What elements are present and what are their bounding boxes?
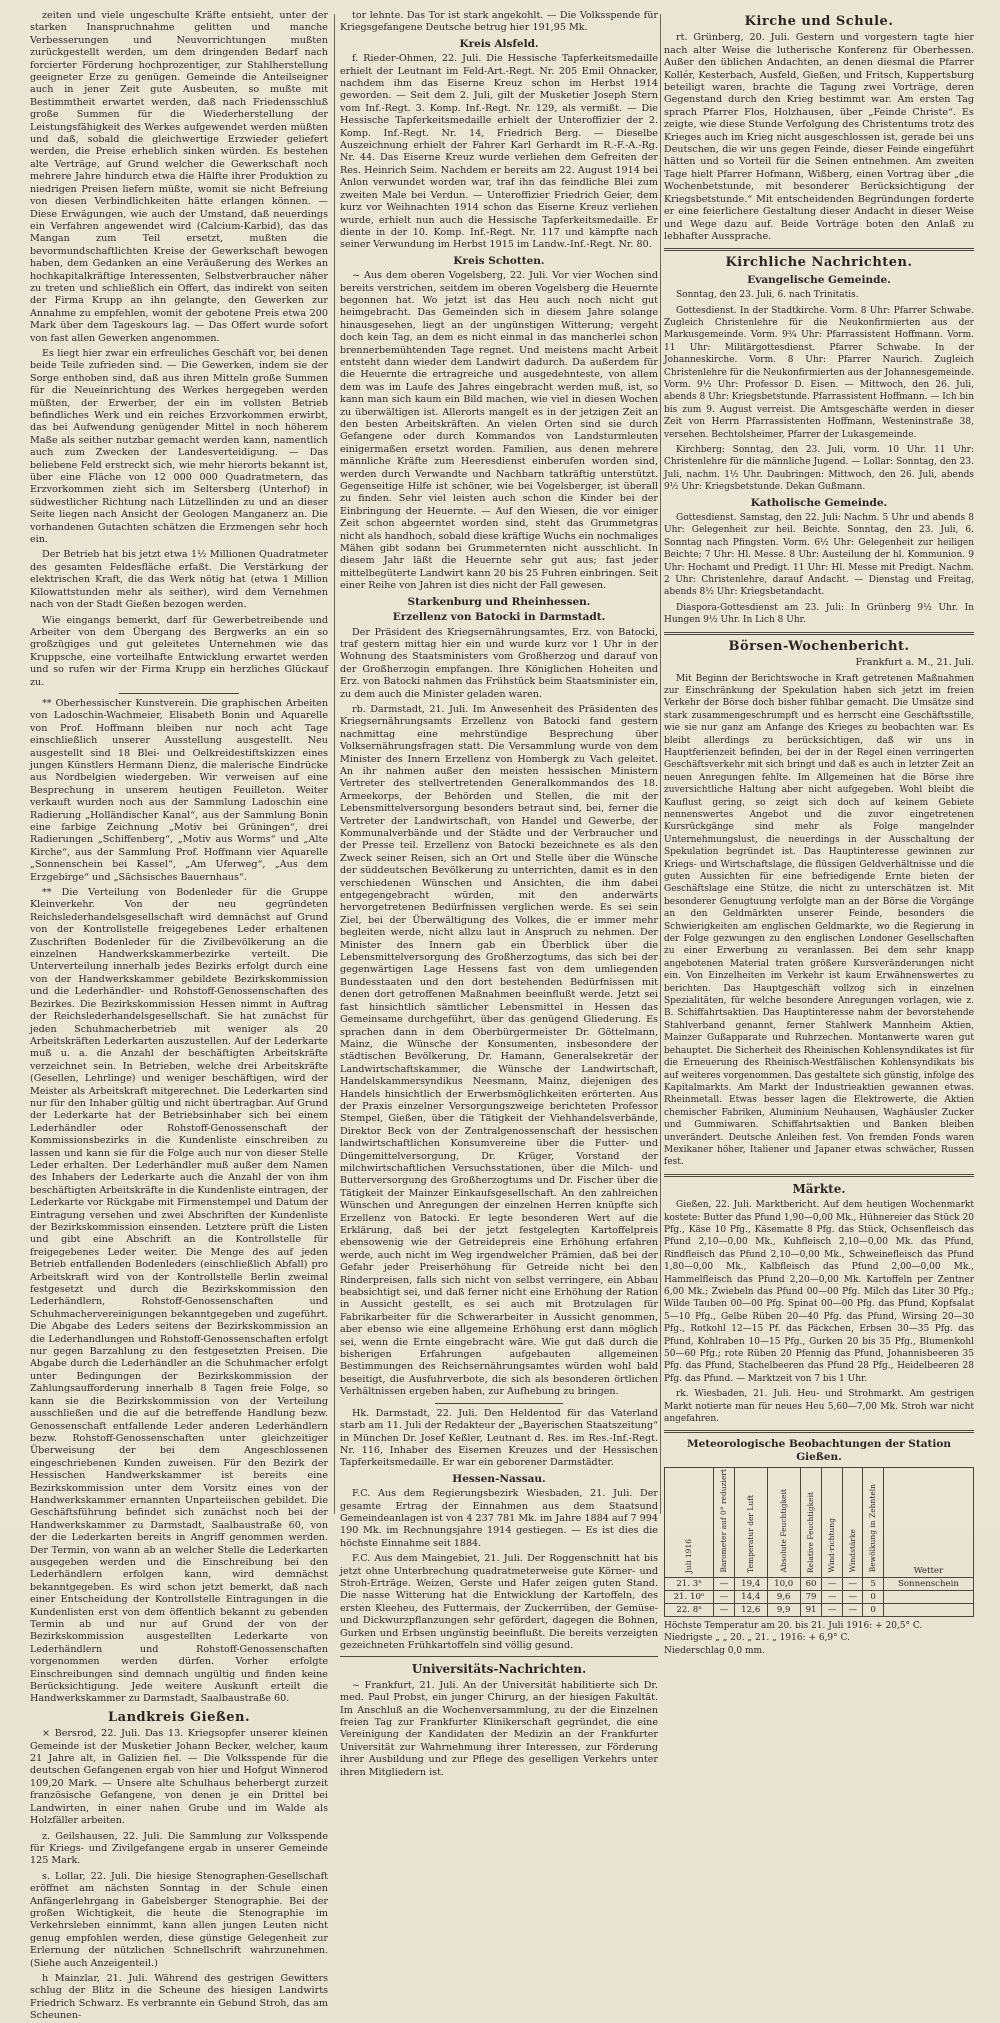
section-heading: Börsen-Wochenbericht. [728, 638, 910, 654]
news-item: f. Rieder-Ohmen, 22. Juli. Die Hessische Tapferkeitsmedaille erhielt der Leutnant im Feld-Art.-Regt. Nr. 205 Emil Ohnacker, nachdem ihm das Eiserne Kreuz schon im Herbst 1914 geworden. — Seit dem 2. Juli, gilt der Musketier Joseph Stern vom Inf.-Regt. 3. Komp. Inf.-Regt. Nr. 129, als vermißt. — Die Hessische Tapferkeitsmedaille erhielt der Unteroffizier der 2. Komp. Inf.-Regt. Nr. 14, Friedrich Berg. — Dieselbe Auszeichnung erhielt der Fahrer Karl Gerhardt im R.-F.-A.-Rg. Nr. 44. Das Eiserne Kreuz wurde verliehen dem Gefreiten der Res. Heinrich Seim. Nachdem er bereits am 22. August 1914 bei Anlon verwundet worden war, traf ihn das feindliche Blei zum zweiten Male bei Verdun. — Unteroffizier Friedrich Geier, dem kurz vor Weihnachten 1914 schon das Eiserne Kreuz verliehen wurde, erhielt nun auch die Hessische Tapferkeitsmedaille. Er diente in der 10. Komp. Inf.-Regt. Nr. 117 und kämpfte nach seiner Verwundung im Herbst 1915 im Landw.-Inf.-Regt. Nr. 80. [340, 53, 658, 251]
column-1 [30, 10, 328, 2022]
weather-footer-line: Niedrigste „ „ 20. „ 21. „ 1916: + 6,9° C. [664, 1633, 850, 1644]
divider [664, 632, 974, 635]
section-heading: Kirche und Schule. [744, 14, 894, 29]
weather-footer [664, 1620, 974, 1657]
church-notice: Sonntag, den 23. Juli, 6. nach Trinitatis. [676, 290, 859, 301]
divider [664, 1174, 974, 1177]
section-heading: Universitäts-Nachrichten. [411, 1662, 587, 1677]
church-notice: Diaspora-Gottesdienst am 23. Juli: In Grünberg 9½ Uhr. In Hungen 9½ Uhr. In Lich 8 Uhr. [664, 602, 974, 626]
weather-table-title: Meteorologische Beobachtungen der Station Gießen. [686, 1438, 952, 1463]
news-item: rt. Grünberg, 20. Juli. Gestern und vorgestern tagte hier nach alter Weise die lutherische Konferenz für Oberhessen. Außer den üblichen Andachten, an denen diesmal die Pfarrer Kollér, Kesterbach, Ausfeld, Gießen, und Fritsch, Kuppertsburg beteiligt waren, brachte die Tagung zwei Vorträge, deren Gegenstand durch den Krieg bestimmt war. Am ersten Tag sprach Pfarrer Flos, Holzhausen, über „Feinde Christe“. Es zeigte, wie diese Stunde Verfolgung des Christentums trotz des Krieges auch im Krieg nicht ausgeschlossen ist, gerade bei uns Deutschen, die wir uns gegen Feinde, dieser Feinde eingeführt hätten und so Vorteil für die Seinen entnehmen. Am zweiten Tage hielt Pfarrer Hofmann, Wißberg, einen Vortrag über „die Wochenbetstunde, mit besonderer Berücksichtigung der Kriegsbetstunde.“ Mit entscheidenden Begründungen forderte er eine feierlichere Gestaltung dieser Andacht in dieser Weise und Wege dazu auf. Beide Vorträge boten den Anlaß zu lebhafter Aussprache. [664, 32, 974, 242]
section-heading: Landkreis Gießen. [108, 1709, 250, 1725]
table-header: Wetter [883, 1468, 973, 1577]
krupp-article-paragraph: Wie eingangs bemerkt, darf für Gewerbetreibende und Arbeiter von dem Übergang des Bergwerks an ein so großzügiges und gut geleitetes Unternehmen wie das Kruppsche, eine vorteilhafte Entwicklung erwartet werden und so rufen wir der Firma Krupp ein herzliches Glückauf zu. [30, 614, 328, 688]
news-item: ~ Aus dem oberen Vogelsberg, 22. Juli. Vor vier Wochen sind bereits verstrichen, seitdem im oberen Vogelsberg die Heuernte begonnen hat. Wo jetzt ist das Heu auch noch nicht gut heimgebracht. Das Gemeinden sich in diesem Jahre solange hinausgesehen, liegt an der ungünstigen Witterung; vergeht doch kein Tag, an dem es nicht einmal in das mancherlei schon brennerbemühtenden Tage regnet. Und meistens macht Arbeit entsteht dann wieder dem Landwirt dadurch. Da außerdem für die Heuernte die ertragreiche und ausgedehnteste, von allem dem was im Laufe des Jahres eingebracht werden muß, ist, so kann man sich kaum ein Bild machen, wie viel in diesen Wochen zu überwältigen ist. Allerorts mangelt es in der jetzigen Zeit an den besten Arbeitskräften. An vielen Orten sind sie durch Gefangene oder durch Kommandos von Landsturmleuten einigermaßen ersetzt worden. Familien, aus denen mehrere männliche Kräfte zum Heeresdienst einberufen worden sind, werden durch Verwandte und Nachbarn tatkräftig unterstützt. Gegenseitige Hilfe ist schöner, wie bei Vogelsberger, ist überall zu finden. Sehr viel leisten auch schon die Kinder bei der Einbringung der Heuernte. — Auf den Wiesen, die vor einiger Zeit schon abgeerntet worden sind, steht das Grummetgras nicht als handhoch, sobald diese kräftige Wuchs ein nochmaliges Mähen gibt sodann bei Grummeternten nicht ausschlicht. In diesem Jahr läßt die Heuernte sehr gut aus; fast jeder mittelbegüterte Landwirt kann 20 bis 25 Fuhren einbringen. Seit einer Reihe von Jahren ist dies nicht der Fall gewesen. [340, 270, 658, 592]
table-header: Wind-richtung [822, 1468, 842, 1577]
market-report: Gießen, 22. Juli. Marktbericht. Auf dem heutigen Wochenmarkt kostete: Butter das Pfund 1,90—0,00 Mk., Hühnereier das Stück 20 Pfg., Käse 10 Pfg., Käsematte 8 Pfg. das Stück, Ochsenfleisch das Pfund 2,10—0,00 Mk., Kuhfleisch 2,10—0,00 Mk. das Pfund, Rindfleisch das Pfund 2,10—0,00 Mk., Schweinefleisch das Pfund 1,80—0,00 Mk., Kalbfleisch das Pfund 2,00—0,00 Mk., Hammelfleisch das Pfund 2,20—0,00 Mk. Kartoffeln per Zentner 6,00 Mk.; Zwiebeln das Pfund 00—00 Pfg. Milch das Liter 30 Pfg.; Wilde Tauben 00—00 Pfg. Spinat 00—00 Pfg. das Pfund, Kopfsalat 5—10 Pfg., Gelbe Rüben 20—40 Pfg. das Pfund, Wirsing 20—30 Pfg., Rotkohl 12—15 Pf. das Päckchen, Erbsen 30—35 Pfg. das Pfund, Kohlraben 10—15 Pfg., Gurken 20 bis 35 Pfg., Blumenkohl 50—60 Pfg.; rote Rüben 20 Pfennig das Pfund, Johannisbeeren 35 Pfg. das Pfund, Stachelbeeren das Pfund 28 Pfg., Heidelbeeren 28 Pfg. das Pfund. — Marktzeit von 7 bis 1 Uhr. [664, 1200, 974, 1384]
table-header: Barometer auf 0° reduziert [714, 1468, 734, 1577]
section-heading: Hessen-Nassau. [452, 1472, 546, 1485]
table-row: 21. 10ⁿ — 14,4 9,6 79 — — 0 [665, 1590, 974, 1603]
divider [119, 693, 238, 694]
local-news-item: × Bersrod, 22. Juli. Das 13. Kriegsopfer unserer kleinen Gemeinde ist der Musketier Johann Becker, welcher, kaum 21 Jahre alt, in Galizien fiel. — Die Volksspende für die deutschen Gefangenen ergab von hier und Hofgut Winnerod 109,20 Mark. — Unsere alte Schulhaus beherbergt zurzeit französische Gefangene, von denen je ein Drittel bei Landwirten, in einer nahen Grube und im Walde als Holzfäller arbeiten. [30, 1728, 328, 1827]
market-report: Mit Beginn der Berichtswoche in Kraft getretenen Maßnahmen zur Einschränkung der Spekulation haben sich jetzt im freien Verkehr der Börse doch bisher fühlbar gemacht. Die Umsätze sind stark zusammengeschrumpft und es herrscht eine Geschäftsstille, wie sie nur ganz am Anfange des Krieges zu beobachten war. Es bleibt allerdings zu berücksichtigen, daß wir uns in Hauptferienzeit befinden, bei der in der Regel einen verringerten Geschäftsverkehr mit sich bringt und daß es auch in letzter Zeit an neuen Anregungen fehlte. Im Allgemeinen hat die Börse ihre zuversichtliche Haltung aber nicht aufgegeben. Wohl bleibt die Kauflust gering, so zeigt sich doch auf keinem Gebiete nennenswertes Angebot und die zuvor eingetretenen Kursrückgänge sind mehr als Folge mangelnder Unternehmungslust, die neuerdings in der Ausschaltung der Spekulation begründet ist. Das Hauptinteresse gewinnen zur Kriegs- und Wirtschaftslage, die flüssigen Geldverhältnisse und die guten Aussichten für eine befriedigende Ernte bieten der Geschäftslage eine Stütze, die nicht zu unterschätzen ist. Mit besonderer Genugtuung verfolgte man an der Börse die Vorgänge an den Geldmärkten unserer Feinde, besonders die Schwierigkeiten am englischen Geldmarkte, wo die Regierung in der Folge gezwungen zu den englischen Londoner Gesellschaften zu einer Erwerbung zu veranlassen. Bei dem sehr knapp angebotenen Material traten größere Kursveränderungen nicht ein. Von Einzelheiten im Verkehr ist kaum Erwähnenswertes zu berichten. Das Hauptgeschäft vollzog sich in einzelnen Spezialitäten, für welche besondere Anregungen vorlagen, wie z. B. Schiffahrtsaktien. Das Hauptinteresse nahm der bevorstehende Stahlverband genannt, ferner Stahlwerk Mannheim Aktien, Mainzer Gußapparate und Ruhrzechen. Montanwerte waren gut behauptet. Die Sicherheit des Rheinischen Kohlensyndikates ist für die Erneuerung des Rheinisch-Westfälischen Kohlensyndikats bis auf weiteres vorgenommen. Das gestaltete sich günstig, infolge des Kapitalmarkts. Am Markt der Industrieaktien gewannen etwas. Rheinmetall. Etwas besser lagen die Elektrowerte, die Aktien chemischer Fabriken, Aluminium Neuhausen, Waghäusler Zucker und Gummiwaren. Schiffahrtsaktien und Banken bleiben unverändert. Deutsche Anleihen fest. Von fremden Fonds waren Mexikaner höher, Italiener und Japaner etwas schwächer, Russen fest. [664, 673, 974, 1168]
church-notice: Gottesdienst. Samstag, den 22. Juli: Nachm. 5 Uhr und abends 8 Uhr: Gelegenheit zur heil. Beichte. Sonntag, den 23. Juli, 6. Sonntag nach Pfingsten. Vorm. 6½ Uhr: Gelegenheit zur heiligen Beichte; 7 Uhr: Hl. Messe. 8 Uhr: Austeilung der hl. Kommunion. 9 Uhr: Hochamt und Predigt. 11 Uhr: Hl. Messe mit Predigt. Nachm. 2 Uhr: Christenlehre, darauf Andacht. — Dienstag und Freitag, abends 8½ Uhr: Kriegsbetandacht. [664, 513, 974, 598]
table-header: Bewölkung in Zehnteln [863, 1468, 883, 1577]
section-heading: Starkenburg und Rheinhessen. [407, 595, 591, 608]
bodenleder-article: ** Die Verteilung von Bodenleder für die Gruppe Kleinverkehr. Von der neu gegründeten Reichslederhandelsgesellschaft wird demnächst auf Grund von der Kontrollstelle freigegebenes Leder erhaltenen Zuschriften Bodenleder für die Zivilbevölkerung an die einzelnen Handwerkskammerbezirke verteilt. Die Unterverteilung innerhalb jedes Bezirks erfolgt durch eine von der Handwerkskammer gebildete Bezirkskommission und die Lederhändler- und Rohstoff-Genossenschaften des Bezirkes. Die Bezirkskommission Hessen nimmt in Auftrag der Reichslederhandelsgesellschaft. Sie hat zunächst für jeden Schuhmacherbetrieb mit weniger als 20 Arbeitskräften Lederkarten auszustellen. Auf der Lederkarte muß u. a. die Anzahl der beschäftigten Arbeitskräfte verzeichnet sein. In Betrieben, welche drei Arbeitskräfte (Gesellen, Lehrlinge) und weniger beschäftigen, wird der Meister als Arbeitskraft mitgerechnet. Die Lederkarten sind nur für den Inhaber gültig und nicht übertragbar. Auf Grund der Lederkarte hat der Betriebsinhaber sich bei einem Lederhändler oder Rohstoff-Genossenschaft der Kommissionsbezirks in die Kundenliste einschreiben zu lassen und kann sie für die Folge auch nur von dieser Stelle Leder erhalten. Der Lederhändler muß außer dem Namen des Inhabers der Lederkarte auch die Anzahl der von ihm beschäftigten Arbeitskräfte in die Kundenliste eintragen, der Lederkarte vor Rückgabe mit Firmenstempel und Datum der Eintragung versehen und zwei Abschriften der Kundenliste der Bezirkskommission einsenden. Letztere prüft die Listen und gibt eine Abschrift an die Kontrollstelle für freigegebenes Leder weiter. Die Menge des auf jeden Betrieb entfallenden Bodenleders (einschließlich Abfall) pro Arbeitskraft wird von der Kontrollstelle Berlin zweimal festgesetzt und durch die Bezirkskommission den Lederhändlern, Rohstoff-Genossenschaften und Schuhmachervereinigungen bekanntgegeben und zugeführt. Die Abgabe des Leders seitens der Bezirkskommission an die Lederhandlungen und Rohstoff-Genossenschaften erfolgt nur gegen Barzahlung zu den festgesetzten Preisen. Die Abgabe durch die Lederhändler an die Schuhmacher erfolgt unter Bedingungen der Bezirkskommission der Zahlungsaufforderung innerhalb 8 Tagen freie Folge, so kann sie die Bezirkskommission von der Verteilung ausschließen und die auf die betreffende Handlung bezw. Genossenschaft entfallende Leder anderen Lederhändlern bezw. Rohstoff-Genossenschaften unter gleichzeitiger Überweisung der bei dem Angeschlossenen eingeschriebenen Kunden zuweisen. Für den Bezirk der Hessischen Handwerkskammer ist bereits eine Bezirkskommission unter dem Vorsitz eines von der Handwerkskammer ernannten Unparteiischen gebildet. Die Geschäftsführung befindet sich zunächst noch bei der Handwerkskammer zu Darmstadt, Saalbaustraße 60, von der die Lederkarten bereits in Angriff genommen werden. Der Termin, von wann ab an welcher Stelle die Lederkarten ausgegeben werden und die Einschreibung bei den Lederhändlern erfolgen kann, wird demnächst bekanntgegeben. Es wird schon jetzt bemerkt, daß nach einer Entscheidung der Kontrollstelle Eintragungen in die Kundenlisten erst von dem öffentlich bekannt zu gebenden Termin ab und nur auf Grund der von der Bezirkskommission ausgestellten Lederkarte von Lederhändlern und Rohstoff-Genossenschaften vorgenommen werden dürfen. Vorher erfolgte Einschreibungen sind demnach ungültig und finden keine Berücksichtigung. Jede weitere Auskunft erteilt die Handwerkskammer zu Darmstadt, Saalbaustraße 60. [30, 887, 328, 1705]
section-heading: Märkte. [792, 1181, 846, 1196]
krupp-article-paragraph: Der Betrieb hat bis jetzt etwa 1½ Millionen Quadratmeter des gesamten Feldesfläche erfaßt. Die Verstärkung der elektrischen Kraft, die das Werk nötig hat (etwa 1 Million Kilowattstunden mehr als seither), wird dem Vernehmen nach von der Stadt Gießen bezogen werden. [30, 549, 328, 611]
krupp-article-paragraph: Es liegt hier zwar ein erfreuliches Geschäft vor, bei denen beide Teile zufrieden sind. — Die Gewerken, indem sie der Sorge enthoben sind, daß aus ihren Mitteln große Summen für die Neueinrichtung des Werkes hergegeben werden müßten, der Erwerber, der ein im vollsten Betrieb befindliches Werk und ein reiches Erzvorkommen erwirbt, das bei Aufwendung genügender Mittel in noch höherem Maße als seither nutzbar gemacht werden kann, namentlich auch zum Zwecken der Landesverteidigung. — Das beliebene Feld erstreckt sich, wie mehr hierorts bekannt ist, über eine Fläche von 12 000 000 Quadratmetern, das Erzvorkommen zieht sich im Seltersberg (Unterhof) in südwestlicher Richtung nach Lützellinden zu und an dieser Seite liegen nach Ansicht der Geologen Manganerz an. Die vorhandenen Gutachten schätzen die Erzmengen sehr hoch ein. [30, 347, 328, 546]
kunstverein-article: ** Oberhessischer Kunstverein. Die graphischen Arbeiten von Ladoschin-Wachmeier, Elisabeth Bonin und Aquarelle von Prof. Hoffmann bleiben nur noch acht Tage einschließlich unserer Ausstellung ausgestellt. Neu ausgestellt sind 18 Blei- und Oelkreidestiftskizzen eines jungen Künstlers Hermann Dienz, die malerische Eindrücke aus Nordbelgien wiedergeben. Wir verweisen auf eine Besprechung in unserem heutigen Feuilleton. Weiter verkauft wurden noch aus der Sammlung Ladoschin eine Radierung „Holländischer Kanal“, aus der Sammlung Bonin eine farbige Zeichnung „Motiv bei Grüningen“, drei Radierungen „Schiffenberg“, „Motiv aus Worms“ und „Alte Kirche“, aus der Sammlung Prof. Hoffmann vier Aquarelle „Sonnenschein bei Kassel“, „Am Uferweg“, „Aus dem Erzgebirge“ und „Sächsisches Bauernhaus“. [30, 697, 328, 883]
news-item: tor lehnte. Das Tor ist stark angekohlt. — Die Volksspende für Kriegsgefangene Deutsche betrug hier 191,95 Mk. [340, 10, 658, 34]
column-rule [334, 14, 335, 1514]
news-item: Der Präsident des Kriegsernährungsamtes, Erz. von Batocki, traf gestern mittag hier ein und wurde kurz vor 1 Uhr in der Wohnung des Staatsministers vom Großherzog und darauf von der Großherzogin empfangen. Ihre Königlichen Hoheiten und Erz. von Batocki nahmen das Frühstück beim Staatsminister ein, zu dem auch die Minister geladen waren. [340, 626, 658, 700]
weather-footer-line: Höchste Temperatur am 20. bis 21. Juli 1916: + 20,5° C. [664, 1620, 923, 1631]
weather-table [664, 1467, 974, 1616]
divider [664, 248, 974, 251]
subsection-heading: Evangelische Gemeinde. [747, 273, 891, 286]
weather-footer-line: Niederschlag 0,0 mm. [664, 1645, 765, 1656]
divider [664, 1430, 974, 1433]
article-headline: Erzellenz von Batocki in Darmstadt. [392, 611, 606, 624]
local-news-item: h Mainzlar, 21. Juli. Während des gestrigen Gewitters schlug der Blitz in die Scheune des hiesigen Landwirts Friedrich Schwarz. Es verbrannte ein Gebund Stroh, das am Scheunen- [30, 1972, 328, 2022]
column-rule [660, 14, 661, 1514]
church-notice: Gottesdienst. In der Stadtkirche. Vorm. 8 Uhr: Pfarrer Schwabe. Zugleich Christenlehre für die Neukonfirmierten aus der Markusgemeinde. Vorm. 9¾ Uhr: Pfarrassistent Hoffmann. Vorm. 11 Uhr: Militärgottesdienst. Pfarrer Schwabe. In der Johanneskirche. Vorm. 8 Uhr: Pfarrer Naurich. Zugleich Christenlehre für die Neukonfirmierten aus der Johannesgemeinde. Vorm. 9½ Uhr: Professor D. Eisen. — Mittwoch, den 26. Juli, abends 8 Uhr: Kriegsbetstunde. Pfarrassistent Hoffmann. — Ich bin bis zum 9. August verreist. Die Amtsgeschäfte werden in dieser Zeit von Herrn Pfarrassistenten Hoffmann, Westeninstraße 38, versehen. Bechtolsheimer, Pfarrer der Lukasgemeinde. [664, 305, 974, 440]
news-item: F.C. Aus dem Maingebiet, 21. Juli. Der Roggenschnitt hat bis jetzt ohne Unterbrechung quadratmeterweise gute Körner- und Stroh-Erträge. Weizen, Gerste und Hafer zeigen guten Stand. Die nasse Witterung hat die Entwicklung der Kartoffeln, des ersten Kleeheu, des Futtermais, der Zuckerrüben, der Gemüse- und Dickwurzpflanzungen sehr gefördert, dagegen die Bohnen, Gurken und Erbsen ungünstig beeinflußt. Die bereits verzeigten gezeichneten Frühkartoffeln sind völlig gesund. [340, 1553, 658, 1651]
column-3 [664, 10, 974, 1656]
news-item: Hk. Darmstadt, 22. Juli. Den Heldentod für das Vaterland starb am 11. Juli der Redakteur der „Bayerischen Staatszeitung“ in München Dr. Josef Keßler, Leutnant d. Res. im Res.-Inf.-Regt. Nr. 116, Inhaber des Eisernen Kreuzes und der Hessischen Tapferkeitsmedaille. Er war ein geborener Darmstädter. [340, 1407, 658, 1469]
table-header: Relative Feuchtigkeit [800, 1468, 822, 1577]
local-news-item: z. Geilshausen, 22. Juli. Die Sammlung zur Volksspende für Kriegs- und Zivilgefangene ergab in unserer Gemeinde 125 Mark. [30, 1830, 328, 1867]
church-notice: Kirchberg: Sonntag, den 23. Juli, vorm. 10 Uhr. 11 Uhr: Christenlehre für die männliche Jugend. — Lollar: Sonntag, den 23. Juli, nachm. 1½ Uhr. Daubringen: Mittwoch, den 26. Juli, abends 9½ Uhr: Kriegsbetstunde. Dekan Gußmann. [664, 445, 974, 493]
table-header: Temperatur der Luft [734, 1468, 767, 1577]
dateline: Frankfurt a. M., 21. Juli. [855, 657, 974, 669]
subsection-heading: Katholische Gemeinde. [750, 496, 888, 509]
table-header: Absolute Feuchtigkeit [767, 1468, 800, 1577]
divider [435, 1403, 562, 1404]
news-item: ~ Frankfurt, 21. Juli. An der Universität habilitierte sich Dr. med. Paul Probst, ein junger Chirurg, an der hiesigen Fakultät. Im Anschluß an die Wochenversammlung, zu der die Einzelnen freien Tag zur Frankfurter Klinikerschaft gegründet, die eine Vereinigung der Kandidaten der Medizin an der Frankfurter Universität zur Wahrnehmung ihrer Interessen, zur Förderung ihrer Ausbildung und zur Pflege des geselligen Verkehrs unter ihren Mitgliedern ist. [340, 1679, 658, 1778]
table-row: 21. 3ⁿ — 19,4 10,0 60 — — 5 Sonnenschein [665, 1577, 974, 1590]
section-heading: Kreis Schotten. [453, 254, 545, 267]
news-item: rb. Darmstadt, 21. Juli. Im Anwesenheit des Präsidenten des Kriegsernährungsamts Erzellenz von Batocki fand gestern nachmittag eine mehrstündige Besprechung über Volksernährungsfragen statt. Die Versammlung wurde von dem Minister des Innern Erzellenz von Hombergk zu Vach geleitet. An ihr nahmen außer den meisten hessischen Ministern Vertreter des stellvertretenden Generalkommandos des 18. Armeekorps, der Behörden und Stellen, die mit der Lebensmittelversorgung besonders betraut sind, bei, ferner die Vertreter der Landwirtschaft, von Handel und Gewerbe, der Kommunalverbände und der Städte und der Verbraucher und der Presse teil. Erzellenz von Batocki bezeichnete es als den Zweck seiner Reisen, sich an Ort und Stelle über die Wünsche der süddeutschen Bevölkerung zu unterrichten, damit es in den verschiedenen Wünschen und Ansichten, die ihm dabei entgegengebracht würden, mit den anderwärts hervorgetretenen Bedürfnissen verglichen werde. Es sei sein Ziel, bei der Überwältigung des Volkes, die er immer mehr begleiten werde, nicht allzu laut in Anspruch zu nehmen. Der Minister des Innern gab ein Überblick über die Lebensmittelversorgung des Großherzogtums, das sich bei der gegenwärtigen Lage Hessens fast von dem umliegenden Bundesstaaten und den dort bestehenden Bedürfnissen mit denen dort getroffenen Maßnahmen beeinflußt werde. Jetzt sei fast hinsichtlich sämtlicher Lebensmittel in Hessen das Gemeinsame durchgeführt, über das genügend Gliederung. Es sprachen dann in dem Oberbürgermeister Dr. Göttelmann, Mainz, die Wünsche der Konsumenten, insbesondere der städtischen Bevölkerung, Dr. Hamann, Generalsekretär der Landwirtschaftskammer, die Wünsche der Landwirtschaft, Handelskammersyndikus Neesmann, Mainz, diejenigen des Handels hinsichtlich der Erwerbsmöglichkeiten erörterten. Aus der Praxis einzelner Versorgungszweige berichteten Professor Stempel, Gießen, über die Tätigkeit der Viehhandelsverbände, Direktor Beck von der Zentralgenossenschaft der hessischen landwirtschaftlichen Konsumvereine über die Futter- und Düngemittelversorgung, Dr. Krüger, Vorstand der milchwirtschaftlichen Versuchsstationen, über die Milch- und Butterversorgung des Großherzogtums und Dr. Fischer über die Tätigkeit der Mainzer Einkaufsgesellschaft. An den zahlreichen Wünschen und Anregungen der einzelnen Herren knüpfte sich Erzellenz von Batocki. Er legte besonderen Wert auf die Erklärung, daß bei der jetzt festgelegten Kartoffelpreis ebensowenig wie der Getreidepreis eine Erhöhung erfahren werde, auch nicht im Weg irgendwelcher Prämien, daß bei der Gefahr jeder Preiserhöhung für Getreide nicht bei den Rinderpreisen, falls sich nicht von selbst verringere, ein Abbau beabsichtigt sei, und daß ferner nicht eine Erhöhung der Ration in Aussicht gestellt, es sei auch mit Brotzulagen für Fabrikarbeiter für die Schwerarbeiter in Aussicht genommen, aber ebenso wie eine allgemeine Erhöhung erst dann möglich sei, wenn die Ernte eingebracht wäre. Wie gut daß durch die bisherigen Erfahrungen aufgebauten allgemeinen Bestimmungen des Reichsernährungsamtes würden wohl bald beseitigt, die Ausfuhrverbote, die sich als besonderen örtlichen Verhältnissen ergeben haben, zur Aufhebung zu bringen. [340, 703, 658, 1398]
table-row: 22. 8ⁿ — 12,6 9,9 91 — — 0 [665, 1603, 974, 1616]
column-2 [340, 10, 658, 1778]
market-report: rk. Wiesbaden, 21. Juli. Heu- und Strohmarkt. Am gestrigen Markt notierte man für neues Heu 5,60—7,00 Mk. Stroh war nicht angefahren. [664, 1389, 974, 1425]
krupp-article-paragraph: zeiten und viele ungeschulte Kräfte entsieht, unter der starken Inanspruchnahme gelitten und manche Verbesserungen und Neuvorrichtungen mußten zurückgestellt werden, um dem dringenden Bedarf nach forcierter Förderung hochprozentiger, zur Stahlherstellung geeigneter Erze zu genügen. Gemeinde die Anteilseigner auch in jener Zeit gute Ausbeuten, so mußte mit Bestimmtheit erwartet werden, daß nach Friedensschluß große Summen für die Wiederherstellung der Leistungsfähigkeit des Werkes aufgewendet werden müßten und daß, sobald die gleichwertige Erzwieder geliefert werden, die Preise erheblich sinken würden. Es bestehen alte Verträge, auf Grund welcher die Gewerkschaft noch mehrere Jahre hindurch etwa die Hälfte ihrer Produktion zu niedrigen Preisen liefern müßte, womit sie nicht Befreiung von diesen Verbindlichkeiten hätte erlangen können. — Diese Erwägungen, wie auch der Umstand, daß neuerdings ein Verfahren angewendet wird (Calcium-Karbid), das das Mangan zum Teil ersetzt, mußten die bevormundschaftlichten Kreise der Gewerkschaft bewogen haben, dem Gedanken an eine Veräußerung des Werkes an hochkapitalkräftige Interessenten, Selbstverbraucher näher zu treten und schließlich ein Offert, das indirekt von seiten der Firma Krupp an ihn gelangte, den Gewerken zur Annahme zu empfehlen, womit der gebotene Preis etwa 200 Mark über dem Tageskours lag. — Das Offert wurde sofort von fast allen Gewerken angenommen. [30, 10, 328, 344]
divider [340, 1656, 658, 1657]
news-item: F.C. Aus dem Regierungsbezirk Wiesbaden, 21. Juli. Der gesamte Ertrag der Einnahmen aus dem Staatsund Gemeindeanlagen ist von 4 237 781 Mk. im Jahre 1884 auf 7 994 190 Mk. im Rechnungsjahre 1914 gestiegen. — Es ist dies die höchste Einnahme seit 1884. [340, 1488, 658, 1549]
section-heading: Kreis Alsfeld. [459, 37, 539, 50]
table-header: Juli 1916 [665, 1468, 714, 1577]
section-heading: Kirchliche Nachrichten. [725, 255, 913, 271]
local-news-item: s. Lollar, 22. Juli. Die hiesige Stenographen-Gesellschaft eröffnet am nächsten Sonntag in der Schule einen Anfängerlehrgang in Gabelsberger Stenographie. Bei der großen Wichtigkeit, die heute die Stenographie im Verkehrsleben einnimmt, kann allen jungen Leuten nicht genug empfohlen werden, diese günstige Gelegenheit zur Erlernung der nützlichen Schnellschrift wahrzunehmen. (Siehe auch Anzeigenteil.) [30, 1870, 328, 1969]
table-header: Windstärke [842, 1468, 862, 1577]
